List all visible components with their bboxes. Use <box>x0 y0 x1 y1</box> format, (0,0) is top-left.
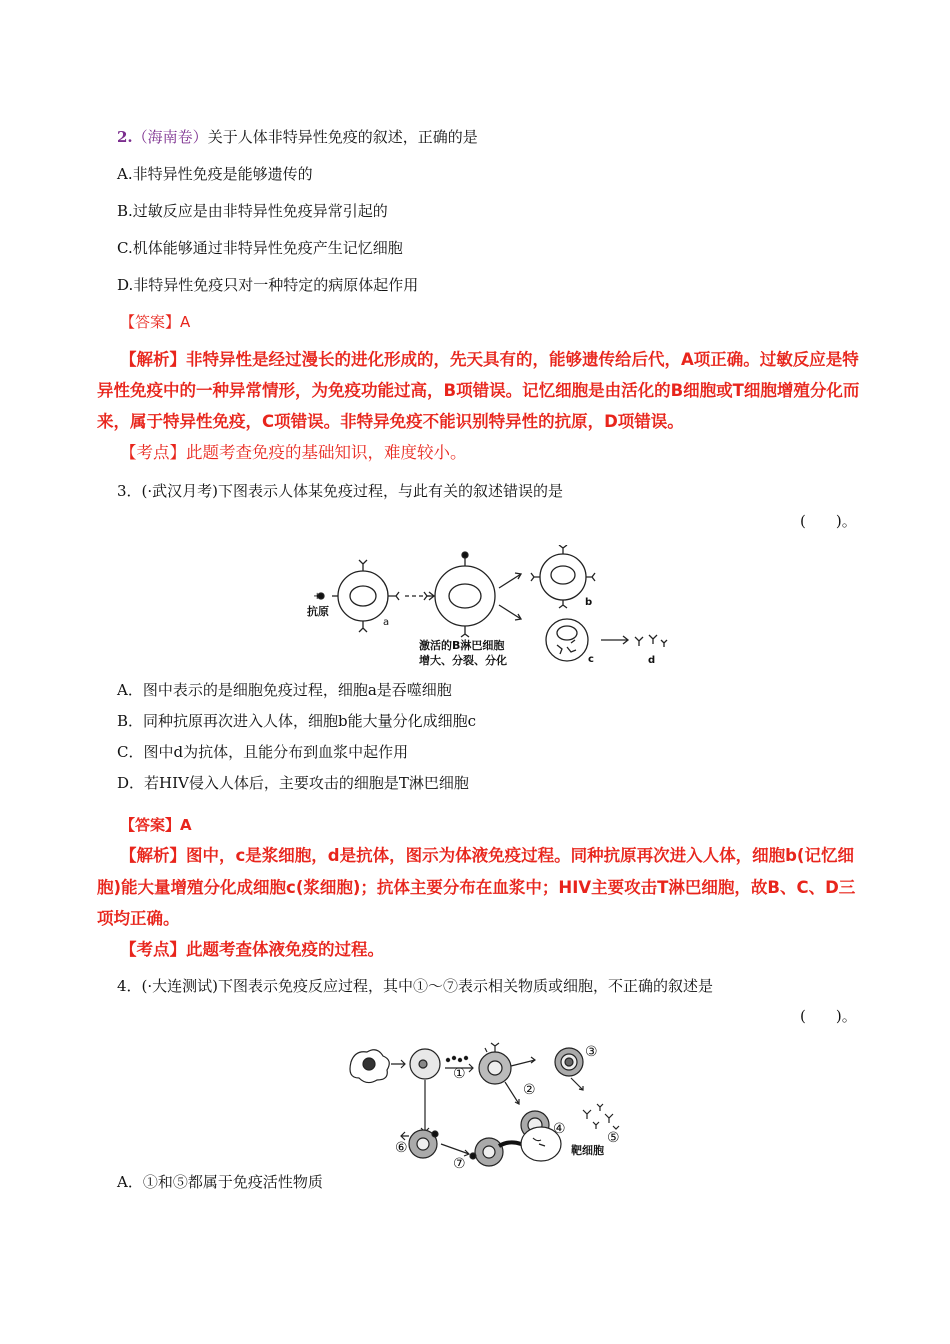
marker-3: ③ <box>585 1044 598 1060</box>
label-c: c <box>588 654 594 665</box>
q4-figure <box>343 1040 643 1170</box>
q4-stem: 4．(·大连测试)下图表示免疫反应过程，其中①～⑦表示相关物质或细胞，不正确的叙述是 <box>117 977 714 995</box>
q2-analysis-line-1: 【解析】非特异性是经过漫长的进化形成的，先天具有的，能够遗传给后代，A项正确。过敏反应是特 <box>120 350 859 369</box>
q3-analysis-line-3: 项均正确。 <box>97 909 180 928</box>
activated-b-cell <box>435 566 495 626</box>
q2-analysis-line-2: 异性免疫中的一种异常情形，为免疫功能过高，B项错误。记忆细胞是由活化的B细胞或T细胞增殖分化而 <box>97 381 860 400</box>
caption-line-2: 增大、分裂、分化 <box>419 654 507 667</box>
q3-analysis-line-1: 【解析】图中，c是浆细胞，d是抗体，图示为体液免疫过程。同种抗原再次进入人体，细胞b(记忆细 <box>120 846 854 865</box>
q3-option-a: A．图中表示的是细胞免疫过程，细胞a是吞噬细胞 <box>117 681 452 699</box>
marker-2: ② <box>523 1082 536 1098</box>
marker-5: ⑤ <box>607 1130 620 1146</box>
q2-analysis-line-3: 来，属于特异性免疫，C项错误。非特异免疫不能识别特异性的抗原，D项错误。 <box>97 412 684 431</box>
antigen-plus: + <box>313 591 322 602</box>
q3-answer: 【答案】A <box>120 816 192 834</box>
target-cell-label: 靶细胞 <box>571 1144 604 1157</box>
label-b: b <box>585 597 593 608</box>
q2-stem: 关于人体非特异性免疫的叙述，正确的是 <box>207 128 478 146</box>
antigen-label: 抗原 <box>307 605 329 618</box>
q3-analysis-line-2: 胞)能大量增殖分化成细胞c(浆细胞)；抗体主要分布在血浆中；HIV主要攻击T淋巴细胞，故B、C、D三 <box>97 878 856 897</box>
antibody-d <box>635 635 667 647</box>
q3-option-c: C．图中d为抗体，且能分布到血浆中起作用 <box>117 743 409 761</box>
marker-4: ④ <box>553 1121 566 1137</box>
label-a: a <box>383 617 390 628</box>
q3-option-d: D．若HIV侵入人体后，主要攻击的细胞是T淋巴细胞 <box>117 774 469 792</box>
caption-line-1: 激活的B淋巴细胞 <box>419 639 505 652</box>
q2-option-b: B.过敏反应是由非特异性免疫异常引起的 <box>117 202 388 220</box>
q2-point: 【考点】此题考查免疫的基础知识，难度较小。 <box>120 443 467 462</box>
q2-stem-line <box>117 127 478 147</box>
q3-answer-paren: ( )。 <box>800 512 857 530</box>
marker-1: ① <box>453 1066 466 1082</box>
q3-stem: 3．(·武汉月考)下图表示人体某免疫过程，与此有关的叙述错误的是 <box>117 482 564 500</box>
marker-7: ⑦ <box>453 1156 466 1170</box>
marker-6: ⑥ <box>395 1140 408 1156</box>
q4-answer-paren: ( )。 <box>800 1007 857 1025</box>
q2-option-c: C.机体能够通过非特异性免疫产生记忆细胞 <box>117 239 403 257</box>
q3-figure <box>305 545 685 675</box>
q3-point: 【考点】此题考查体液免疫的过程。 <box>120 940 384 959</box>
q2-option-a: A.非特异性免疫是能够遗传的 <box>117 165 313 183</box>
label-d: d <box>648 655 656 666</box>
antibodies <box>583 1104 619 1129</box>
q2-answer: 【答案】A <box>120 313 191 331</box>
cell-b <box>540 554 586 600</box>
q2-option-d: D.非特异性免疫只对一种特定的病原体起作用 <box>117 276 419 294</box>
q3-option-b: B．同种抗原再次进入人体，细胞b能大量分化成细胞c <box>117 712 477 730</box>
q2-number: 2. <box>117 128 133 146</box>
q2-source: （海南卷） <box>132 128 208 146</box>
cell-a <box>338 571 388 621</box>
q4-option-a: A．①和⑤都属于免疫活性物质 <box>117 1173 323 1191</box>
